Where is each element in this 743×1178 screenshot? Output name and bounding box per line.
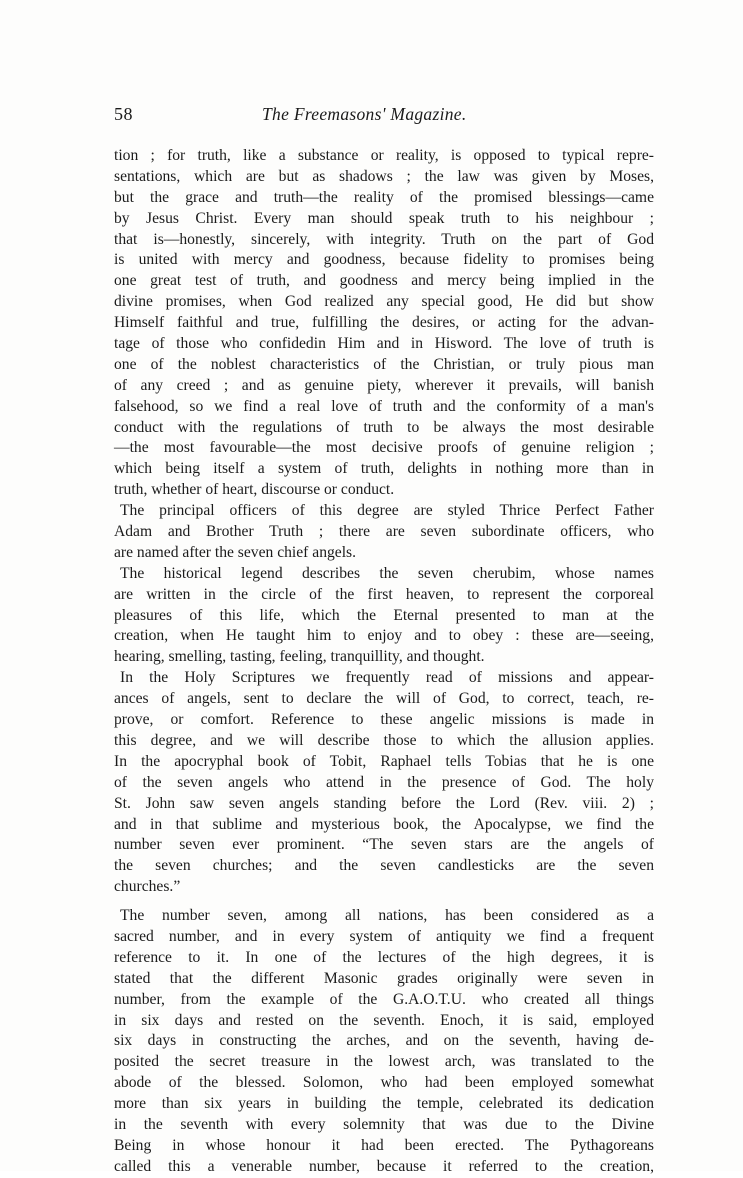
text-line: hearing, smelling, tasting, feeling, tranquillity, and thought.	[114, 648, 485, 666]
text-line: The number seven, among all nations, has been considered as a	[120, 907, 654, 925]
paragraph-gap	[114, 898, 654, 906]
text-line: St. John saw seven angels standing before the Lord (Rev. viii. 2) ;	[114, 794, 654, 812]
text-line: Adam and Brother Truth ; there are seven subordinate officers, who	[114, 523, 654, 541]
text-line: and in that sublime and mysterious book, the Apocalypse, we find the	[114, 815, 654, 833]
text-line: —the most favourable—the most decisive proofs of genuine religion ;	[114, 439, 654, 457]
text-line: of the seven angels who attend in the presence of God. The holy	[114, 773, 654, 791]
page-number: 58	[114, 104, 133, 124]
text-line: reference to it. In one of the lectures of the high degrees, it is	[114, 948, 654, 966]
text-line: abode of the blessed. Solomon, who had been employed somewhat	[114, 1074, 654, 1092]
text-line: in six days and rested on the seventh. Enoch, it is said, employed	[114, 1011, 654, 1029]
text-line: called this a venerable number, because it referred to the creation,	[114, 1157, 654, 1175]
text-line: pleasures of this life, which the Eternal presented to man at the	[114, 606, 654, 624]
text-line: The principal officers of this degree are styled Thrice Perfect Father	[120, 502, 654, 520]
text-line: prove, or comfort. Reference to these angelic missions is made in	[114, 711, 654, 729]
text-line: are named after the seven chief angels.	[114, 543, 357, 561]
text-line: sacred number, and in every system of antiquity we find a frequent	[114, 927, 654, 945]
text-line: truth, whether of heart, discourse or conduct.	[114, 481, 395, 499]
text-line: The historical legend describes the seven cherubim, whose names	[120, 564, 654, 582]
text-line: of any creed ; and as genuine piety, wherever it prevails, will banish	[114, 376, 654, 394]
text-line: creation, when He taught him to enjoy and to obey : these are—seeing,	[114, 627, 654, 645]
text-line: one of the noblest characteristics of the Christian, or truly pious man	[114, 355, 654, 373]
text-line: In the Holy Scriptures we frequently read of missions and appear-	[120, 669, 654, 687]
page-header	[114, 104, 654, 128]
text-line: posited the secret treasure in the lowest arch, was translated to the	[114, 1053, 654, 1071]
text-line: but the grace and truth—the reality of the promised blessings—came	[114, 188, 654, 206]
text-line: is united with mercy and goodness, because fidelity to promises being	[114, 251, 654, 269]
text-line: sentations, which are but as shadows ; the law was given by Moses,	[114, 167, 654, 185]
text-line: conduct with the regulations of truth to be always the most desirable	[114, 418, 654, 436]
text-line: churches.”	[114, 878, 181, 896]
text-line: In the apocryphal book of Tobit, Raphael tells Tobias that he is one	[114, 752, 654, 770]
text-line: Being in whose honour it had been erected. The Pythagoreans	[114, 1136, 654, 1154]
text-line: the seven churches; and the seven candlesticks are the seven	[114, 857, 654, 875]
text-line: six days in constructing the arches, and on the seventh, having de-	[114, 1032, 654, 1050]
text-line: tage of those who confidedin Him and in Hisword. The love of truth is	[114, 335, 654, 353]
text-line: number seven ever prominent. “The seven stars are the angels of	[114, 836, 654, 854]
text-line: more than six years in building the temple, celebrated its dedication	[114, 1095, 654, 1113]
text-line: Himself faithful and true, fulfilling the desires, or acting for the advan-	[114, 314, 654, 332]
text-line: tion ; for truth, like a substance or reality, is opposed to typical repre-	[114, 147, 654, 164]
text-line: that is—honestly, sincerely, with integrity. Truth on the part of God	[114, 230, 654, 248]
text-line: which being itself a system of truth, delights in nothing more than in	[114, 460, 654, 478]
text-line: stated that the different Masonic grades originally were seven in	[114, 969, 654, 987]
text-line: number, from the example of the G.A.O.T.U. who created all things	[114, 990, 654, 1008]
text-line: are written in the circle of the first heaven, to represent the corporeal	[114, 585, 654, 603]
text-line: this degree, and we will describe those to which the allusion applies.	[114, 731, 654, 749]
text-line: divine promises, when God realized any special good, He did but show	[114, 293, 654, 311]
text-line: falsehood, so we find a real love of truth and the conformity of a man's	[114, 397, 654, 415]
article-body	[114, 146, 654, 1178]
text-line: in the seventh with every solemnity that was due to the Divine	[114, 1115, 654, 1133]
text-line: one great test of truth, and goodness and mercy being implied in the	[114, 272, 654, 290]
running-title: The Freemasons' Magazine.	[262, 104, 467, 124]
text-line: by Jesus Christ. Every man should speak truth to his neighbour ;	[114, 209, 654, 227]
text-line: ances of angels, sent to declare the will of God, to correct, teach, re-	[114, 690, 654, 708]
